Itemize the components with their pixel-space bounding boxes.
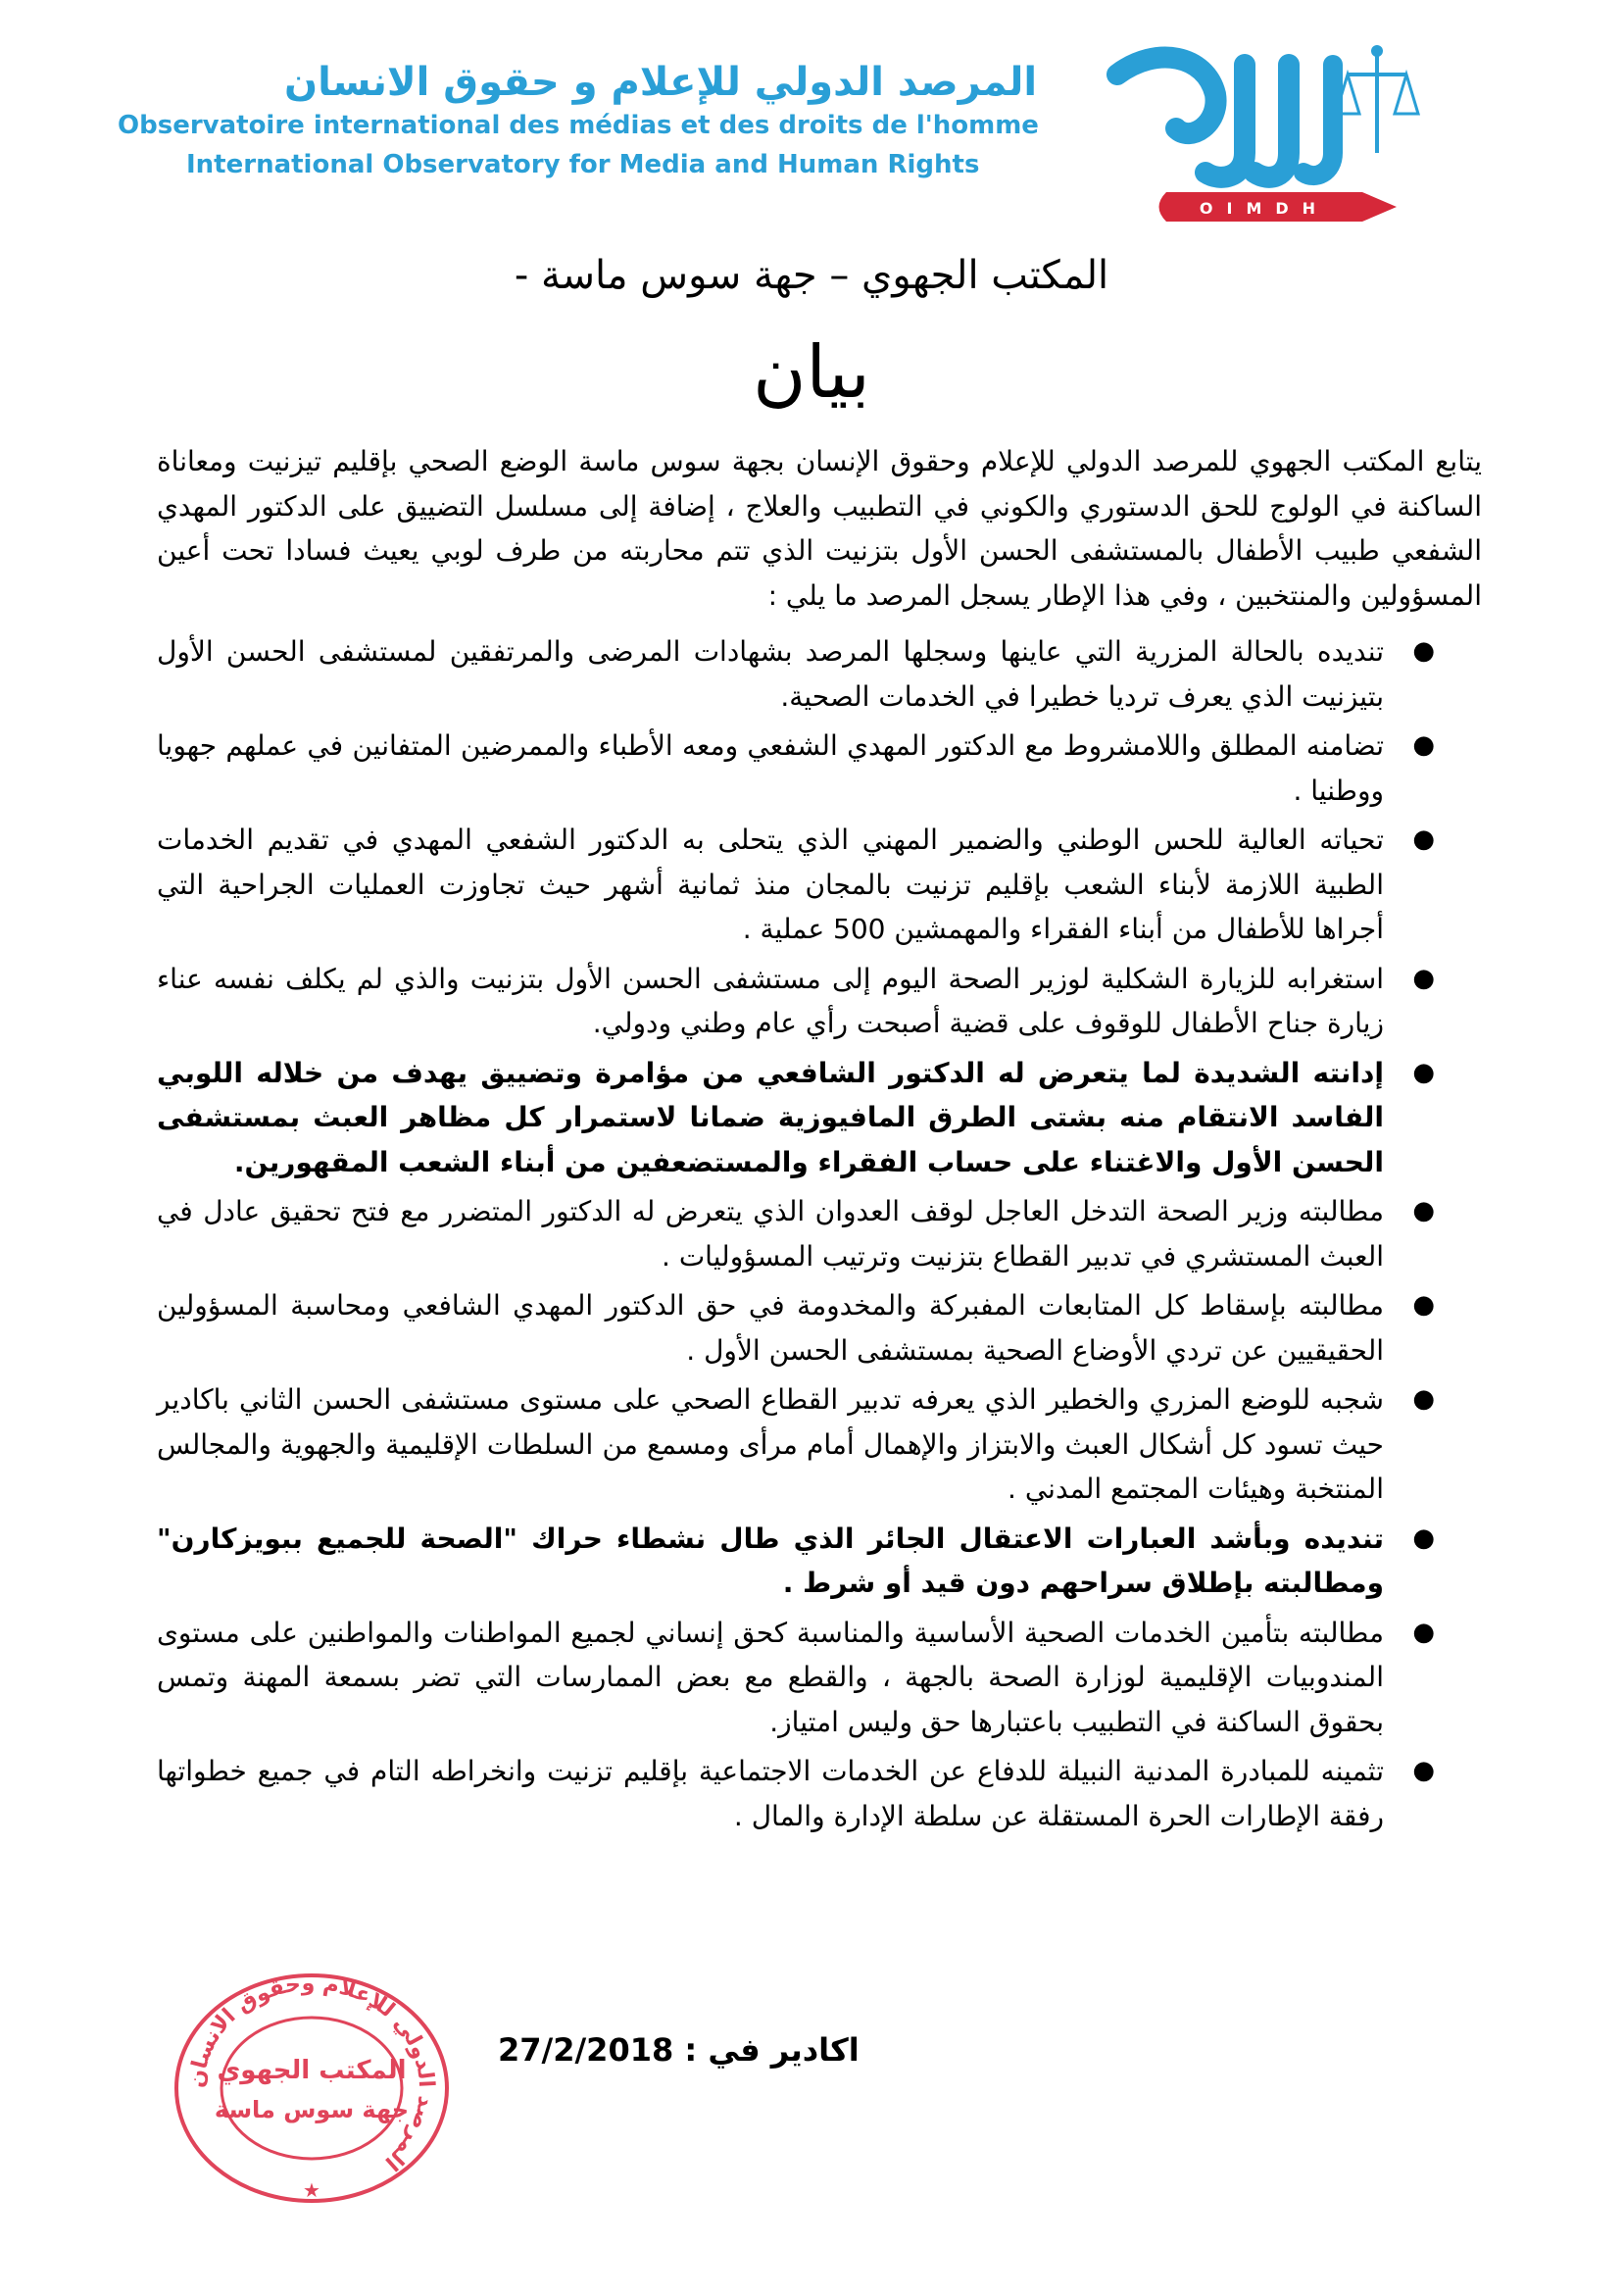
list-item bbox=[157, 1283, 1482, 1373]
point-text: شجبه للوضع المزري والخطير الذي يعرفه تدبير القطاع الصحي على مستوى مستشفى الحسن الثاني باكادير حيث تسود كل أشكال العبث والابتزاز والإهمال أمام مرأى ومسمع من السلطات الإقليمية والجهوية والمجالس المنتخبة وهيئات المجتمع المدني . bbox=[157, 1383, 1384, 1505]
list-item bbox=[157, 1189, 1482, 1278]
point-text: تضامنه المطلق واللامشروط مع الدكتور المهدي الشفعي ومعه الأطباء والممرضين المتفانين في عملهم جهويا ووطنيا . bbox=[157, 729, 1384, 807]
bullet-icon: ● bbox=[1412, 1384, 1435, 1414]
list-item bbox=[157, 818, 1482, 952]
date-line: اكادير في : 27/2/2018 bbox=[498, 2031, 860, 2069]
org-name-english: International Observatory for Media and Human Rights bbox=[186, 150, 980, 179]
list-item bbox=[157, 629, 1482, 719]
document-heading: بيان bbox=[753, 330, 870, 415]
bullet-icon: ● bbox=[1412, 1756, 1435, 1785]
list-item bbox=[157, 1517, 1482, 1606]
list-item bbox=[157, 1377, 1482, 1512]
point-text: تنديده وبأشد العبارات الاعتقال الجائر الذي طال نشطاء حراك "الصحة للجميع ببويزكارن" ومطالبته بإطلاق سراحهم دون قيد أو شرط . bbox=[157, 1522, 1384, 1599]
document-body bbox=[157, 439, 1482, 1843]
bullet-icon: ● bbox=[1412, 1057, 1435, 1087]
point-text: تثمينه للمبادرة المدنية النبيلة للدفاع عن الخدمات الاجتماعية بإقليم تزنيت وانخراطه التام في جميع خطواتها رفقة الإطارات الحرة المستقلة عن سلطة الإدارة والمال . bbox=[157, 1755, 1384, 1832]
bullet-icon: ● bbox=[1412, 636, 1435, 666]
list-item bbox=[157, 724, 1482, 813]
bullet-icon: ● bbox=[1412, 1196, 1435, 1225]
list-item bbox=[157, 1611, 1482, 1745]
bullet-icon: ● bbox=[1412, 1522, 1435, 1553]
regional-office-stamp bbox=[165, 1966, 459, 2211]
bullet-icon: ● bbox=[1412, 824, 1435, 854]
letterhead-text bbox=[118, 59, 1176, 184]
point-text: استغرابه للزيارة الشكلية لوزير الصحة اليوم إلى مستشفى الحسن الأول بتزنيت والذي لم يكلف نفسه عناء زيارة جناح الأطفال للوقوف على قضية أصبحت رأي عام وطني ودولي. bbox=[157, 962, 1384, 1039]
point-text: تحياته العالية للحس الوطني والضمير المهني الذي يتحلى به الدكتور الشفعي المهدي في تقديم الخدمات الطبية اللازمة لأبناء الشعب بإقليم تزنيت بالمجان منذ ثمانية أشهر حيث تجاوزت العمليات الجراحية التي أجراها للأطفال من أبناء الفقراء والمهمشين 500 عملية . bbox=[157, 824, 1384, 945]
list-item bbox=[157, 1051, 1482, 1185]
document-title: المكتب الجهوي – جهة سوس ماسة - bbox=[514, 253, 1109, 298]
point-text: إدانته الشديدة لما يتعرض له الدكتور الشافعي من مؤامرة وتضييق يهدف من خلاله اللوبي الفاسد الانتقام منه بشتى الطرق المافيوزية ضمانا لاستمرار كل مظاهر العبث بمستشفى الحسن الأول والاغتناء على حساب الفقراء والمستضعفين من أبناء الشعب المقهورين. bbox=[157, 1056, 1384, 1178]
bullet-icon: ● bbox=[1412, 963, 1435, 993]
point-text: مطالبته وزير الصحة التدخل العاجل لوقف العدوان الذي يتعرض له الدكتور المتضرر مع فتح تحقيق عادل في العبث المستشري في تدبير القطاع بتزنيت وترتيب المسؤوليات . bbox=[157, 1195, 1384, 1273]
bullet-icon: ● bbox=[1412, 730, 1435, 760]
point-text: تنديده بالحالة المزرية التي عاينها وسجلها المرصد بشهادات المرضى والمرتفقين لمستشفى الحسن الأول بتيزنيت الذي يعرف ترديا خطيرا في الخدمات الصحية. bbox=[157, 635, 1384, 713]
bullet-icon: ● bbox=[1412, 1290, 1435, 1320]
points-list bbox=[157, 629, 1482, 1838]
bullet-icon: ● bbox=[1412, 1617, 1435, 1647]
intro-paragraph: يتابع المكتب الجهوي للمرصد الدولي للإعلام وحقوق الإنسان بجهة سوس ماسة الوضع الصحي بإقليم تيزنيت ومعاناة الساكنة في الولوج للحق الدستوري والكوني في التطبيب والعلاج ، إضافة إلى مسلسل التضييق على الدكتور المهدي الشفعي طبيب الأطفال بالمستشفى الحسن الأول بتزنيت الذي تتم محاربته من طرف لوبي يعيث فسادا تحت أعين المسؤولين والمنتخبين ، وفي هذا الإطار يسجل المرصد ما يلي : bbox=[157, 445, 1482, 612]
org-name-french: Observatoire international des médias et des droits de l'homme bbox=[118, 111, 1039, 140]
svg-text:★: ★ bbox=[303, 2178, 320, 2202]
list-item bbox=[157, 1749, 1482, 1838]
svg-text:جهة سوس ماسة: جهة سوس ماسة bbox=[214, 2096, 410, 2123]
point-text: مطالبته بتأمين الخدمات الصحية الأساسية والمناسبة كحق إنساني لجميع المواطنات والمواطنين على مستوى المندوبيات الإقليمية لوزارة الصحة بالجهة ، والقطع مع بعض الممارسات التي تضر بسمعة المهنة وتمس بحقوق الساكنة في التطبيب باعتبارها حق وليس امتياز. bbox=[157, 1616, 1384, 1738]
svg-text:المكتب الجهوي: المكتب الجهوي bbox=[217, 2056, 407, 2085]
list-item bbox=[157, 957, 1482, 1046]
svg-text:المرصد الدولي للإعلام وحقوق ال: المرصد الدولي للإعلام وحقوق الانسان bbox=[184, 1971, 439, 2175]
letterhead bbox=[39, 29, 1431, 225]
point-text: مطالبته بإسقاط كل المتابعات المفبركة والمخدومة في حق الدكتور المهدي الشافعي ومحاسبة المسؤولين الحقيقيين عن تردي الأوضاع الصحية بمستشفى الحسن الأول . bbox=[157, 1289, 1384, 1367]
oimdh-logo-icon bbox=[1098, 35, 1421, 222]
org-name-arabic: المرصد الدولي للإعلام و حقوق الانسان bbox=[284, 60, 1038, 105]
logo-acronym: OIMDH bbox=[1199, 199, 1330, 218]
